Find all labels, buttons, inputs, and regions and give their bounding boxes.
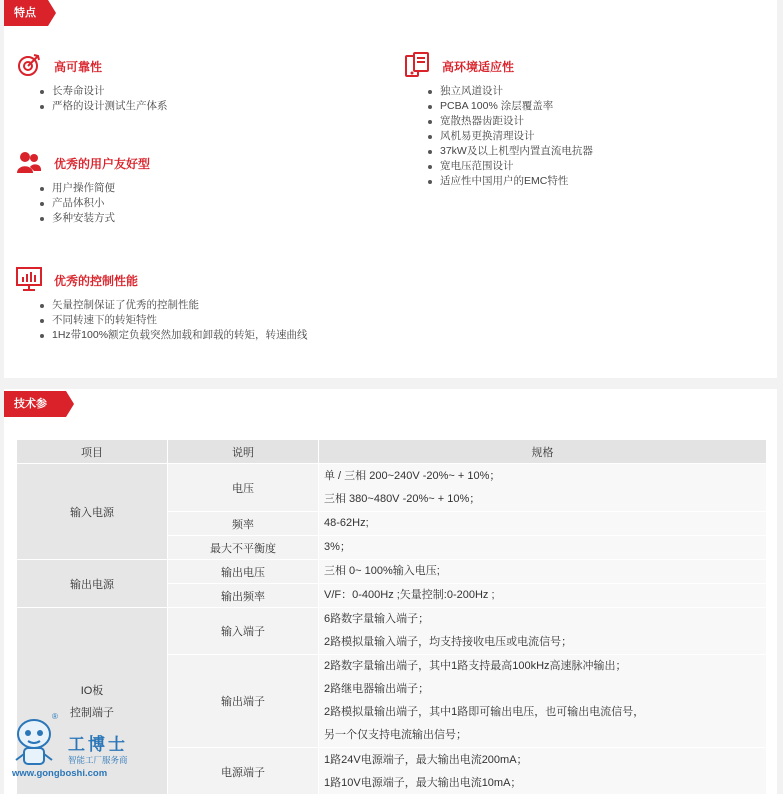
list-item: 不同转速下的转矩特性 xyxy=(52,313,308,328)
list-item: PCBA 100% 涂层覆盖率 xyxy=(440,99,593,114)
table-row xyxy=(17,608,767,655)
row-label: 输入端子 xyxy=(168,608,319,655)
feature-title: 高环境适应性 xyxy=(442,60,515,74)
list-item: 宽电压范围设计 xyxy=(440,159,593,174)
row-label: 输出电压 xyxy=(168,560,319,584)
list-item: 37kW及以上机型内置直流电抗器 xyxy=(440,145,593,157)
list-item: 1Hz带100%额定负载突然加载和卸载的转矩，转速曲线 xyxy=(52,329,308,341)
row-label: 输出端子 xyxy=(168,655,319,748)
specs-tab[interactable]: 技术参数 xyxy=(4,391,66,417)
features-panel xyxy=(4,0,777,378)
row-value: 6路数字量输入端子； 2路模拟量输入端子，均支持接收电压或电流信号； xyxy=(319,608,767,655)
list-item: 风机易更换清理设计 xyxy=(440,129,593,144)
watermark-brand: 工博士 xyxy=(68,735,128,754)
list-item: 独立风道设计 xyxy=(440,84,593,99)
list-item: 产品体积小 xyxy=(52,196,115,211)
header-spec: 规格 xyxy=(319,440,767,464)
row-label: 频率 xyxy=(168,512,319,536)
watermark-tagline: 智能工厂服务商 xyxy=(68,755,128,765)
feature-title: 优秀的控制性能 xyxy=(54,274,139,288)
header-desc: 说明 xyxy=(168,440,319,464)
group-io-board: IO板 控制端子 xyxy=(17,608,168,794)
watermark-logo xyxy=(8,710,148,790)
list-item: 宽散热器齿距设计 xyxy=(440,114,593,129)
group-input-power: 输入电源 xyxy=(17,464,168,560)
feature-title: 优秀的用户友好型 xyxy=(54,157,151,171)
row-label: 最大不平衡度 xyxy=(168,536,319,560)
row-value: 1路24V电源端子，最大输出电流200mA； 1路10V电源端子，最大输出电流10mA； xyxy=(319,748,767,794)
list-item: 适应性中国用户的EMC特性 xyxy=(440,174,593,189)
row-value: 三相 0~ 100%输入电压; xyxy=(319,560,767,584)
row-label: 电源端子 xyxy=(168,748,319,794)
target-icon xyxy=(16,52,42,78)
feature-environment xyxy=(404,52,593,189)
group-output-power: 输出电源 xyxy=(17,560,168,608)
row-value: V/F：0-400Hz ;矢量控制:0-200Hz ; xyxy=(319,584,767,608)
features-tab[interactable]: 特点 xyxy=(4,0,48,26)
row-value: 48-62Hz; xyxy=(319,512,767,536)
row-label: 电压 xyxy=(168,464,319,512)
monitor-chart-icon xyxy=(16,266,42,292)
table-row xyxy=(17,560,767,584)
users-icon xyxy=(16,149,42,175)
table-header-row xyxy=(17,440,767,464)
feature-reliability xyxy=(16,52,168,114)
feature-title: 高可靠性 xyxy=(54,60,103,74)
registered-mark: ® xyxy=(52,712,58,721)
list-item: 用户操作简便 xyxy=(52,182,115,194)
list-item: 长寿命设计 xyxy=(52,84,168,99)
list-item: 严格的设计测试生产体系 xyxy=(52,100,168,112)
feature-user-friendly xyxy=(16,149,151,226)
list-item: 矢量控制保证了优秀的控制性能 xyxy=(52,298,308,313)
header-item: 项目 xyxy=(17,440,168,464)
devices-icon xyxy=(404,52,430,78)
robot-mascot-icon xyxy=(10,714,60,774)
watermark-url: www.gongboshi.com xyxy=(12,768,108,779)
table-row xyxy=(17,464,767,512)
row-value: 2路数字量输出端子，其中1路支持最高100kHz高速脉冲输出； 2路继电器输出端子； 2路模拟量输出端子，其中1路即可输出电压，也可输出电流信号， 另一个仅支持电流输出信号； xyxy=(319,655,767,748)
list-item: 多种安装方式 xyxy=(52,212,115,224)
feature-control xyxy=(16,266,308,343)
row-label: 输出频率 xyxy=(168,584,319,608)
row-value: 3%； xyxy=(319,536,767,560)
row-value: 单 / 三相 200~240V -20%~ + 10%； 三相 380~480V -20%~ + 10%； xyxy=(319,464,767,512)
